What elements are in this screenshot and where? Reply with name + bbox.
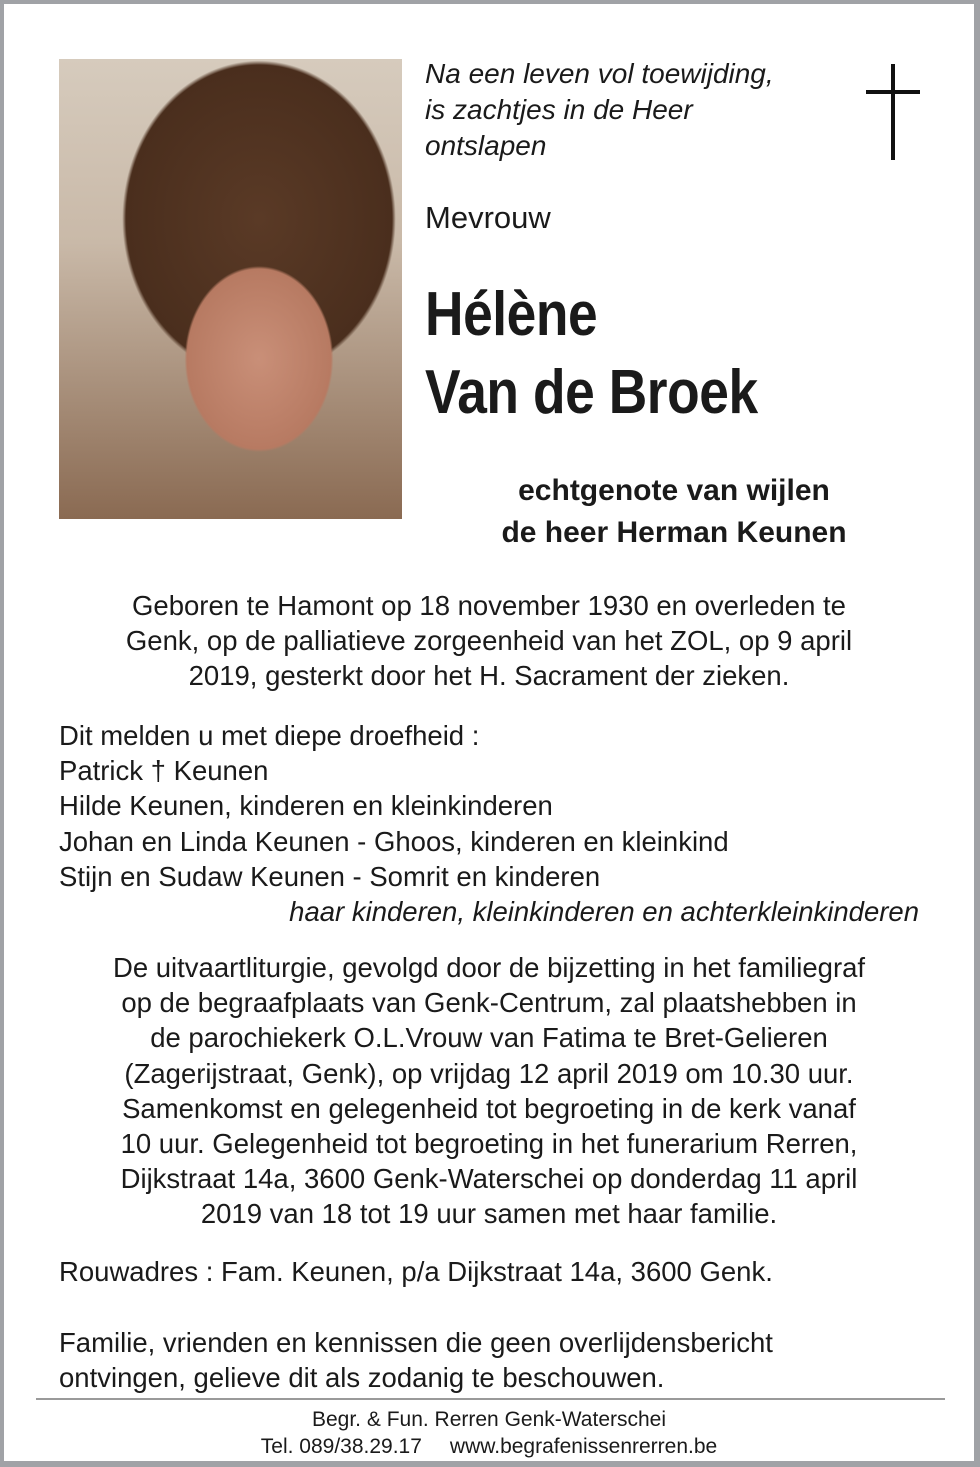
text-line: Dijkstraat 14a, 3600 Genk-Waterschei op donderdag 11 april bbox=[120, 1163, 858, 1195]
website-link[interactable]: www.begrafenissenrerren.be bbox=[449, 1435, 718, 1458]
closing-note bbox=[59, 1325, 919, 1395]
text-line: 10 uur. Gelegenheid tot begroeting in het funerarium Rerren, bbox=[120, 1128, 858, 1160]
last-name: Van de Broek bbox=[425, 358, 758, 427]
funeral-info bbox=[44, 950, 934, 1232]
text-line: de parochiekerk O.L.Vrouw van Fatima te Bret-Gelieren bbox=[150, 1022, 828, 1054]
intro-text bbox=[425, 56, 774, 164]
cross-icon bbox=[864, 64, 922, 164]
text-line: Geboren te Hamont op 18 november 1930 en overleden te bbox=[132, 590, 846, 621]
spouse-line: de heer Herman Keunen bbox=[501, 516, 847, 549]
text-line: Samenkomst en gelegenheid tot begroeting in de kerk vanaf bbox=[122, 1092, 856, 1124]
funeral-home-name: Begr. & Fun. Rerren Genk-Waterschei bbox=[311, 1408, 667, 1431]
mourning-address: Rouwadres : Fam. Keunen, p/a Dijkstraat 14a, 3600 Genk. bbox=[59, 1256, 773, 1287]
family-member: Stijn en Sudaw Keunen - Somrit en kinderen bbox=[59, 860, 601, 892]
first-name: Hélène bbox=[425, 280, 598, 349]
family-member: Hilde Keunen, kinderen en kleinkinderen bbox=[59, 790, 553, 822]
text-line: 2019 van 18 tot 19 uur samen met haar familie. bbox=[200, 1198, 778, 1230]
honorific: Mevrouw bbox=[425, 200, 551, 235]
text-line: op de begraafplaats van Genk-Centrum, zal plaatshebben in bbox=[121, 987, 857, 1019]
phone-number: Tel. 089/38.29.17 bbox=[260, 1435, 422, 1458]
announce-intro: Dit melden u met diepe droefheid : bbox=[59, 720, 480, 751]
spouse-line: echtgenote van wijlen bbox=[518, 474, 830, 507]
text-line: ontvingen, gelieve dit als zodanig te beschouwen. bbox=[59, 1362, 665, 1394]
spouse-info bbox=[424, 470, 924, 554]
text-line: (Zagerijstraat, Genk), op vrijdag 12 april 2019 om 10.30 uur. bbox=[124, 1057, 854, 1089]
funeral-home-footer bbox=[4, 1406, 974, 1460]
text-line: Familie, vrienden en kennissen die geen overlijdensbericht bbox=[59, 1327, 773, 1358]
intro-line: ontslapen bbox=[425, 130, 547, 161]
text-line: De uitvaartliturgie, gevolgd door de bijzetting in het familiegraf bbox=[112, 952, 866, 983]
family-member: Patrick † Keunen bbox=[59, 755, 269, 787]
birth-death-info bbox=[44, 588, 934, 694]
family-announcement bbox=[59, 718, 919, 929]
intro-line: Na een leven vol toewijding, bbox=[425, 58, 774, 89]
family-summary: haar kinderen, kleinkinderen en achterkleinkinderen bbox=[289, 896, 919, 928]
text-line: 2019, gesterkt door het H. Sacrament der zieken. bbox=[188, 660, 790, 692]
deceased-name bbox=[425, 276, 758, 432]
obituary-card bbox=[4, 4, 974, 1461]
portrait-photo bbox=[59, 59, 402, 519]
text-line: Genk, op de palliatieve zorgeenheid van het ZOL, op 9 april bbox=[125, 625, 853, 657]
intro-line: is zachtjes in de Heer bbox=[425, 94, 693, 125]
family-member: Johan en Linda Keunen - Ghoos, kinderen en kleinkind bbox=[59, 825, 729, 857]
divider bbox=[36, 1398, 945, 1400]
